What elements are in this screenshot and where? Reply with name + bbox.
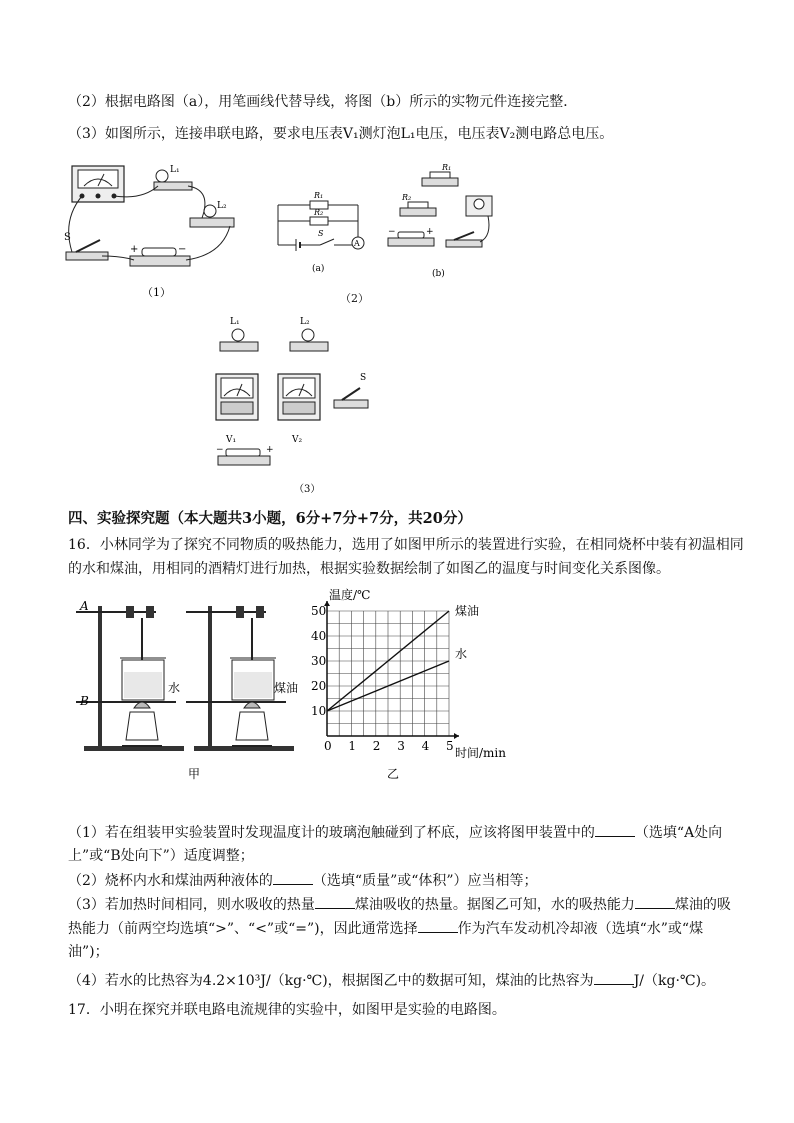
series-label-1: 水 (455, 647, 468, 661)
fig3-minus: − (216, 445, 224, 455)
q15-part3: （3）如图所示，连接串联电路，要求电压表V₁测灯泡L₁电压，电压表V₂测电路总电压。 (68, 126, 614, 142)
fig2-sub-a: (a) (312, 264, 325, 274)
fig1-plus: + (130, 244, 139, 255)
fig1-L1-label: L₁ (170, 165, 180, 175)
q16-part3-d: 热能力（前两空均选填“>”、“<”或“=”)，因此通常选择 (68, 921, 418, 937)
fig2-S: S (318, 229, 324, 238)
x-tick-label: 4 (421, 739, 430, 753)
fig2-sub-b: (b) (432, 269, 445, 279)
q15-part2: （2）根据电路图（a），用笔画线代替导线，将图（b）所示的实物元件连接完整． (68, 94, 578, 110)
y-tick-label: 10 (311, 704, 327, 718)
fig3-V1: V₁ (226, 435, 237, 445)
y-tick-label: 40 (311, 629, 327, 643)
jia-water-label: 水 (168, 681, 181, 695)
y-tick-label: 50 (311, 604, 327, 618)
q16-part3-a: （3）若加热时间相同，则水吸收的热量 (68, 897, 315, 913)
chart-series (327, 603, 479, 711)
y-tick-label: 30 (311, 654, 327, 668)
q16-part1-b: （选填“A处向 (634, 825, 723, 841)
fig3-V2: V₂ (292, 435, 303, 445)
x-tick-label: 5 (446, 739, 454, 753)
blank-4[interactable] (635, 894, 675, 909)
jia-label-B: B (80, 694, 89, 708)
fig2-caption: （2） (340, 292, 369, 305)
chart-caption: 乙 (387, 767, 400, 781)
jia-caption: 甲 (188, 767, 201, 781)
q16-part1-c: 上”或“B处向下”）适度调整； (68, 848, 254, 864)
q16-part2-b: （选填“质量”或“体积”）应当相等； (312, 873, 538, 889)
jia-kerosene-label: 煤油 (274, 681, 299, 695)
section-4-heading: 四、实验探究题（本大题共3小题，6分+7分+7分，共20分） (68, 510, 472, 527)
x-tick-label: 0 (324, 739, 332, 753)
x-tick-label: 2 (372, 739, 381, 753)
blank-2[interactable] (273, 870, 313, 885)
q17-stem: 17．小明在探究并联电路电流规律的实验中，如图甲是实验的电路图。 (68, 1002, 506, 1018)
q16-part3-line2 (68, 918, 703, 939)
q16-part1-line1 (68, 822, 722, 843)
fig1-caption: （1） (142, 286, 171, 299)
blank-5[interactable] (418, 918, 458, 933)
q16-part3-f: 油”)； (68, 944, 109, 960)
fig2-R1: R₁ (314, 191, 324, 200)
x-tick-label: 3 (397, 739, 405, 753)
fig3-caption: （3） (294, 484, 321, 495)
blank-3[interactable] (315, 894, 355, 909)
fig2-ammeter: A (354, 239, 360, 248)
figure-jia-apparatus (76, 596, 306, 786)
fig1-L2-label: L₂ (217, 201, 227, 211)
fig3-L1: L₁ (230, 317, 240, 327)
jia-label-A: A (80, 599, 89, 613)
q16-part4-b: J/（kg·℃)。 (633, 973, 716, 989)
q16-part3-c: 煤油的吸 (674, 897, 731, 913)
fig3-plus: + (266, 445, 274, 455)
fig2-R2: R₂ (314, 208, 324, 217)
chart-axes (324, 601, 459, 739)
x-tick-label: 1 (348, 739, 357, 753)
chart-ticks (311, 604, 454, 753)
fig2b-minus: − (388, 227, 396, 237)
blank-6[interactable] (594, 970, 634, 985)
q16-part3-line1 (68, 894, 731, 915)
figure-1-circuit (62, 160, 247, 300)
fig2b-R2: R₂ (402, 193, 412, 202)
chart-grid (327, 611, 449, 736)
q16-part1-a: （1）若在组装甲实验装置时发现温度计的玻璃泡触碰到了杯底，应该将图甲装置中的 (68, 825, 595, 841)
q16-part4-line (68, 970, 715, 991)
fig2b-plus: + (426, 227, 434, 237)
q16-part2-a: （2）烧杯内水和煤油两种液体的 (68, 873, 273, 889)
figure-3-components (212, 316, 382, 498)
fig3-S: S (360, 373, 367, 383)
figure-yi-chart (305, 586, 535, 786)
y-tick-label: 20 (311, 679, 327, 693)
fig1-minus: − (178, 244, 187, 255)
q16-part3-e: 作为汽车发动机冷却液（选填“水”或“煤 (457, 921, 704, 937)
figure-2a-schematic (272, 185, 372, 277)
q16-part3-b: 煤油吸收的热量。据图乙可知，水的吸热能力 (354, 897, 635, 913)
figure-2b-components (380, 162, 500, 282)
blank-1[interactable] (595, 822, 635, 837)
q16-part2-line (68, 870, 538, 891)
fig1-S-label: S (64, 232, 71, 243)
series-label-0: 煤油 (455, 604, 480, 618)
q16-stem-line2: 的水和煤油，用相同的酒精灯进行加热，根据实验数据绘制了如图乙的温度与时间变化关系图像。 (68, 561, 670, 577)
chart-xlabel: 时间/min (455, 746, 506, 760)
q16-stem-line1: 16．小林同学为了探究不同物质的吸热能力，选用了如图甲所示的装置进行实验，在相同烧杯中装有初温相同 (68, 537, 744, 553)
fig3-L2: L₂ (300, 317, 310, 327)
x-axis-arrow (454, 733, 459, 739)
q16-part4-a: （4）若水的比热容为4.2×10³J/（kg·℃)，根据图乙中的数据可知，煤油的比热容为 (68, 973, 594, 989)
fig2b-R1: R₁ (442, 163, 452, 172)
chart-ylabel: 温度/℃ (329, 588, 371, 602)
